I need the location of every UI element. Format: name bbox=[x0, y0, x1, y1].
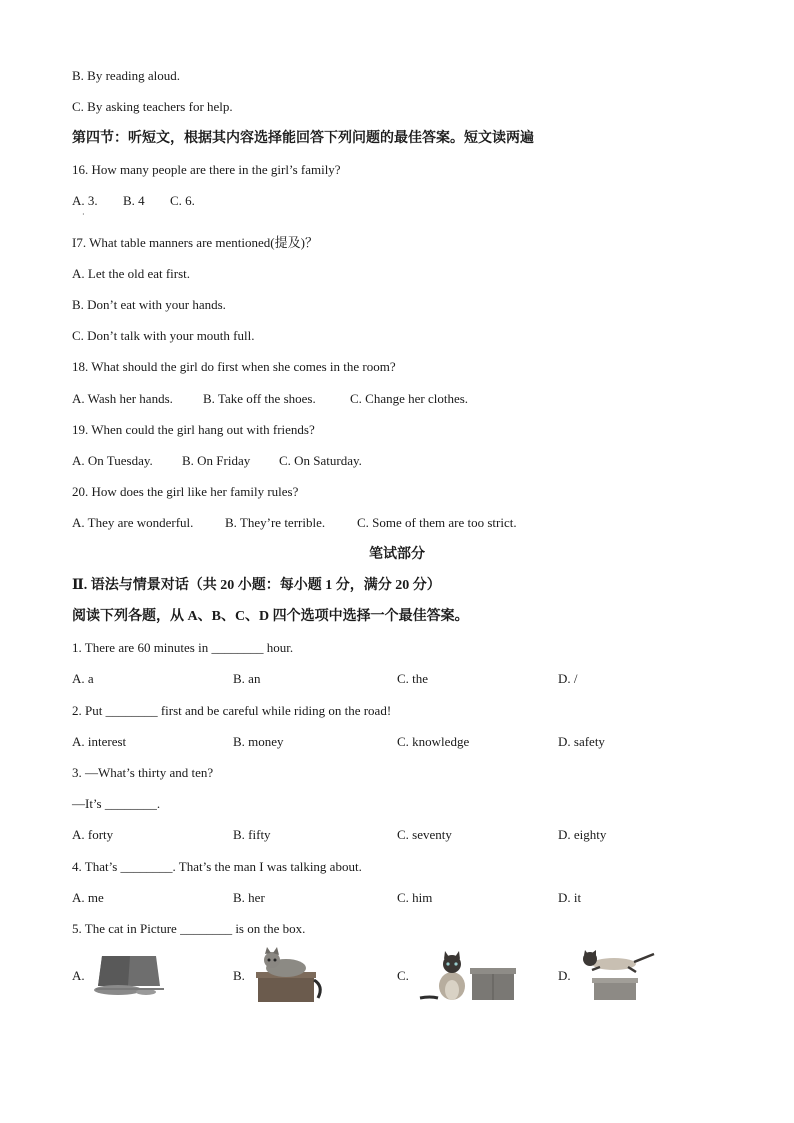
q1-option-b: B. an bbox=[233, 671, 261, 686]
section2-heading: Ⅱ. 语法与情景对话（共 20 小题：每小题 1 分，满分 20 分） bbox=[72, 578, 441, 593]
section2-instruction: 阅读下列各题，从 A、B、C、D 四个选项中选择一个最佳答案。 bbox=[72, 609, 469, 624]
q18-option-c: C. Change her clothes. bbox=[350, 391, 469, 406]
speck-mark: · bbox=[82, 210, 85, 219]
part-title: 笔试部分 bbox=[369, 547, 425, 562]
q15-option-b: B. By reading aloud. bbox=[72, 68, 180, 83]
q5-option-b-label: B. bbox=[233, 968, 245, 983]
q16-option-b: B. 4 bbox=[123, 193, 145, 208]
q20-option-b: B. They’re terrible. bbox=[225, 515, 326, 530]
q3-stem-answer: —It’s ________. bbox=[72, 796, 161, 811]
q4-option-b: B. her bbox=[233, 890, 265, 905]
section4-heading: 第四节：听短文，根据其内容选择能回答下列问题的最佳答案。短文读两遍 bbox=[72, 131, 534, 146]
q2-option-c: C. knowledge bbox=[397, 734, 470, 749]
q3-option-d: D. eighty bbox=[558, 827, 607, 842]
q18-option-a: A. Wash her hands. bbox=[72, 391, 173, 406]
q2-option-d: D. safety bbox=[558, 734, 605, 749]
q3-stem: 3. —What’s thirty and ten? bbox=[72, 765, 214, 780]
q4-option-d: D. it bbox=[558, 890, 582, 905]
q16-stem: 16. How many people are there in the girl’s family? bbox=[72, 162, 341, 177]
q18-option-b: B. Take off the shoes. bbox=[203, 391, 316, 406]
cat-on-box-picture bbox=[578, 950, 658, 1002]
q2-option-b: B. money bbox=[233, 734, 284, 749]
cat-beside-box-picture bbox=[416, 950, 520, 1002]
q19-option-a: A. On Tuesday. bbox=[72, 453, 153, 468]
q17-option-b: B. Don’t eat with your hands. bbox=[72, 297, 226, 312]
q20-option-c: C. Some of them are too strict. bbox=[357, 515, 517, 530]
q19-option-b: B. On Friday bbox=[182, 453, 251, 468]
q20-stem: 20. How does the girl like her family rules? bbox=[72, 484, 299, 499]
q17-option-c: C. Don’t talk with your mouth full. bbox=[72, 328, 255, 343]
q20-option-a: A. They are wonderful. bbox=[72, 515, 194, 530]
q19-stem: 19. When could the girl hang out with friends? bbox=[72, 422, 315, 437]
q1-option-a: A. a bbox=[72, 671, 94, 686]
q4-option-a: A. me bbox=[72, 890, 104, 905]
q15-option-c: C. By asking teachers for help. bbox=[72, 99, 233, 114]
q5-option-c-label: C. bbox=[397, 968, 409, 983]
cat-under-box-picture bbox=[90, 952, 170, 998]
q2-option-a: A. interest bbox=[72, 734, 127, 749]
q2-stem: 2. Put ________ first and be careful while riding on the road! bbox=[72, 703, 392, 718]
q3-option-c: C. seventy bbox=[397, 827, 452, 842]
q5-stem: 5. The cat in Picture ________ is on the box. bbox=[72, 921, 306, 936]
q18-stem: 18. What should the girl do first when she comes in the room? bbox=[72, 359, 396, 374]
q5-option-d-label: D. bbox=[558, 968, 571, 983]
q1-option-d: D. / bbox=[558, 671, 578, 686]
q16-option-a: A. 3. bbox=[72, 193, 98, 208]
q3-option-a: A. forty bbox=[72, 827, 114, 842]
q1-stem: 1. There are 60 minutes in ________ hour. bbox=[72, 640, 294, 655]
q19-option-c: C. On Saturday. bbox=[279, 453, 362, 468]
q17-option-a: A. Let the old eat first. bbox=[72, 266, 191, 281]
q3-option-b: B. fifty bbox=[233, 827, 271, 842]
box-shape bbox=[258, 974, 314, 1002]
q4-option-c: C. him bbox=[397, 890, 433, 905]
cat-in-box-picture bbox=[252, 946, 328, 1004]
q4-stem: 4. That’s ________. That’s the man I was talking about. bbox=[72, 859, 362, 874]
q17-stem: I7. What table manners are mentioned(提及)？ bbox=[72, 235, 318, 250]
q16-option-c: C. 6. bbox=[170, 193, 195, 208]
q1-option-c: C. the bbox=[397, 671, 429, 686]
q5-option-a-label: A. bbox=[72, 968, 85, 983]
